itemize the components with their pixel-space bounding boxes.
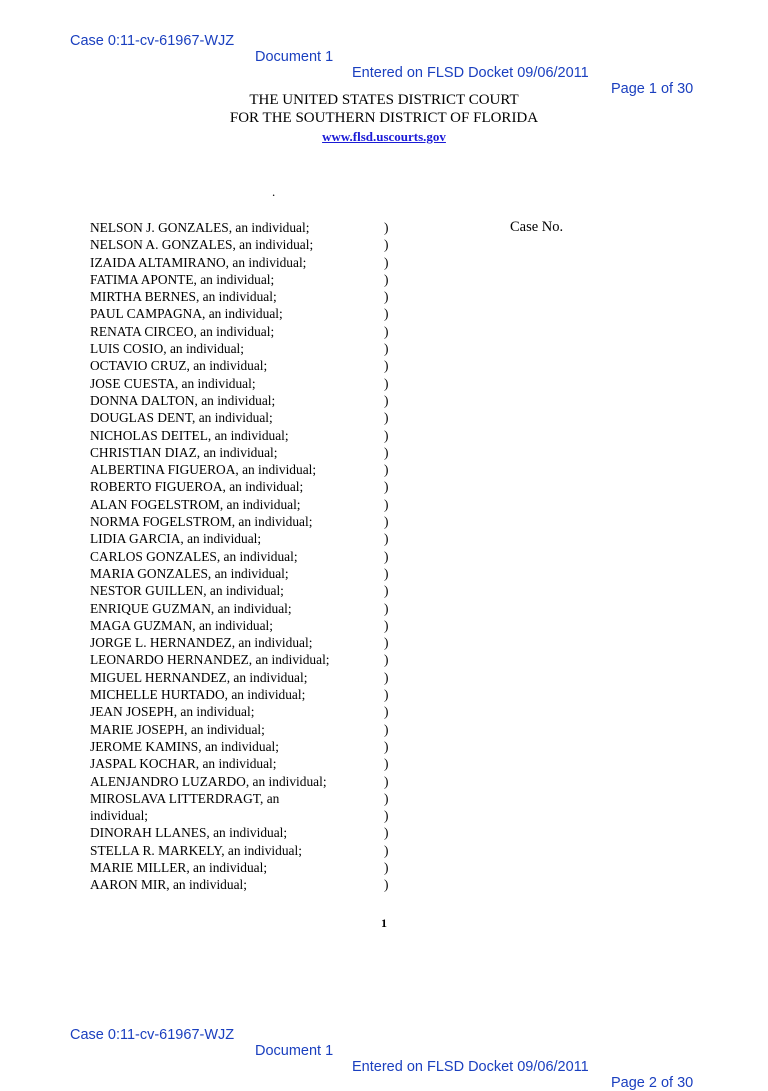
page-number: 1 xyxy=(381,916,387,930)
stamp-page: Page 2 of 30 xyxy=(611,1075,694,1091)
party-name: JORGE L. HERNANDEZ, an individual; xyxy=(90,635,313,651)
party-name: MIROSLAVA LITTERDRAGT, an xyxy=(90,790,280,806)
caption-paren: ) xyxy=(384,341,389,357)
party-row xyxy=(90,548,390,565)
caption-paren: ) xyxy=(384,548,389,564)
party-row xyxy=(90,738,390,755)
party-name: NELSON A. GONZALES, an individual; xyxy=(90,237,314,253)
caption-paren: ) xyxy=(384,825,389,841)
party-name: MAGA GUZMAN, an individual; xyxy=(90,617,273,633)
party-row xyxy=(90,513,390,530)
party-row xyxy=(90,634,390,651)
party-name: ALBERTINA FIGUEROA, an individual; xyxy=(90,462,317,478)
party-name: NESTOR GUILLEN, an individual; xyxy=(90,583,284,599)
stamp-page: Page 1 of 30 xyxy=(611,81,694,97)
party-name: MARIE JOSEPH, an individual; xyxy=(90,721,265,737)
court-title-line2: FOR THE SOUTHERN DISTRICT OF FLORIDA xyxy=(229,110,539,126)
caption-paren: ) xyxy=(384,271,389,287)
party-name: MIGUEL HERNANDEZ, an individual; xyxy=(90,669,308,685)
caption-paren: ) xyxy=(384,600,389,616)
court-website-link[interactable]: www.flsd.uscourts.gov xyxy=(322,129,446,144)
party-name: IZAIDA ALTAMIRANO, an individual; xyxy=(90,254,307,270)
caption-paren: ) xyxy=(384,583,389,599)
caption-paren: ) xyxy=(384,531,389,547)
case-number-label: Case No. xyxy=(510,219,564,235)
party-row xyxy=(90,305,390,322)
party-name: JEROME KAMINS, an individual; xyxy=(90,738,279,754)
party-row xyxy=(90,496,390,513)
docket-stamp-top xyxy=(0,17,768,97)
party-row xyxy=(90,444,390,461)
party-name: ROBERTO FIGUEROA, an individual; xyxy=(90,479,304,495)
party-name: CHRISTIAN DIAZ, an individual; xyxy=(90,444,278,460)
party-name: NORMA FOGELSTROM, an individual; xyxy=(90,514,313,530)
party-row xyxy=(90,427,390,444)
party-name: MICHELLE HURTADO, an individual; xyxy=(90,687,306,703)
caption-paren: ) xyxy=(384,721,389,737)
caption-paren: ) xyxy=(384,375,389,391)
court-title-line1: THE UNITED STATES DISTRICT COURT xyxy=(249,92,519,108)
party-name: MIRTHA BERNES, an individual; xyxy=(90,289,277,305)
caption-paren: ) xyxy=(384,773,389,789)
docket-stamp-bottom xyxy=(0,1011,768,1091)
party-row xyxy=(90,824,390,841)
party-name: FATIMA APONTE, an individual; xyxy=(90,271,275,287)
stray-dot: . xyxy=(272,184,276,199)
party-row xyxy=(90,565,390,582)
caption-paren: ) xyxy=(384,289,389,305)
party-name: OCTAVIO CRUZ, an individual; xyxy=(90,358,268,374)
party-name: ENRIQUE GUZMAN, an individual; xyxy=(90,600,292,616)
caption-paren: ) xyxy=(384,617,389,633)
party-name: RENATA CIRCEO, an individual; xyxy=(90,323,275,339)
caption-paren: ) xyxy=(384,410,389,426)
caption-paren: ) xyxy=(384,479,389,495)
stamp-case: Case 0:11-cv-61967-WJZ xyxy=(70,1027,235,1043)
party-name: LEONARDO HERNANDEZ, an individual; xyxy=(90,652,330,668)
party-name: CARLOS GONZALES, an individual; xyxy=(90,548,298,564)
party-name: AARON MIR, an individual; xyxy=(90,877,247,893)
party-name: JEAN JOSEPH, an individual; xyxy=(90,704,255,720)
party-row xyxy=(90,773,390,790)
caption-paren: ) xyxy=(384,323,389,339)
caption-paren: ) xyxy=(384,859,389,875)
party-row xyxy=(90,478,390,495)
party-row xyxy=(90,392,390,409)
party-row xyxy=(90,600,390,617)
party-row xyxy=(90,357,390,374)
caption-paren: ) xyxy=(384,877,389,893)
party-name: NELSON J. GONZALES, an individual; xyxy=(90,220,310,235)
party-row xyxy=(90,409,390,426)
party-name: JASPAL KOCHAR, an individual; xyxy=(90,756,277,772)
caption-paren: ) xyxy=(384,254,389,270)
caption-paren: ) xyxy=(384,514,389,530)
party-row xyxy=(90,236,390,253)
stamp-entered: Entered on FLSD Docket 09/06/2011 xyxy=(352,1059,589,1075)
caption-paren: ) xyxy=(384,756,389,772)
party-name: LUIS COSIO, an individual; xyxy=(90,341,244,357)
caption-paren: ) xyxy=(384,237,389,253)
caption-paren: ) xyxy=(384,842,389,858)
party-row xyxy=(90,755,390,772)
party-name: MARIA GONZALES, an individual; xyxy=(90,565,289,581)
party-row xyxy=(90,288,390,305)
party-row xyxy=(90,254,390,271)
caption-paren: ) xyxy=(384,738,389,754)
party-row xyxy=(90,651,390,668)
caption-paren: ) xyxy=(384,687,389,703)
party-name: NICHOLAS DEITEL, an individual; xyxy=(90,427,289,443)
party-row xyxy=(90,703,390,720)
party-row xyxy=(90,340,390,357)
party-name: JOSE CUESTA, an individual; xyxy=(90,375,256,391)
caption-paren: ) xyxy=(384,790,389,806)
caption-paren: ) xyxy=(384,444,389,460)
party-row xyxy=(90,461,390,478)
caption-paren: ) xyxy=(384,496,389,512)
plaintiff-list xyxy=(90,219,390,894)
party-row xyxy=(90,686,390,703)
caption-paren: ) xyxy=(384,306,389,322)
party-row xyxy=(90,582,390,599)
caption-paren: ) xyxy=(384,392,389,408)
party-row xyxy=(90,530,390,547)
caption-paren: ) xyxy=(384,427,389,443)
party-row xyxy=(90,721,390,738)
party-name: ALAN FOGELSTROM, an individual; xyxy=(90,496,301,512)
caption-paren: ) xyxy=(384,358,389,374)
caption-paren: ) xyxy=(384,808,389,824)
party-row xyxy=(90,876,390,893)
party-row xyxy=(90,859,390,876)
party-name: DINORAH LLANES, an individual; xyxy=(90,825,288,841)
party-name: STELLA R. MARKELY, an individual; xyxy=(90,842,302,858)
party-name: individual; xyxy=(90,808,149,824)
party-row xyxy=(90,323,390,340)
party-name: PAUL CAMPAGNA, an individual; xyxy=(90,306,283,322)
party-row xyxy=(90,617,390,634)
party-name: MARIE MILLER, an individual; xyxy=(90,859,268,875)
caption-paren: ) xyxy=(384,669,389,685)
party-row xyxy=(90,375,390,392)
party-name: DOUGLAS DENT, an individual; xyxy=(90,410,273,426)
stamp-case: Case 0:11-cv-61967-WJZ xyxy=(70,33,235,49)
stamp-document: Document 1 xyxy=(255,49,334,65)
caption-paren: ) xyxy=(384,635,389,651)
party-row xyxy=(90,807,390,824)
party-row xyxy=(90,842,390,859)
caption-paren: ) xyxy=(384,704,389,720)
stamp-document: Document 1 xyxy=(255,1043,334,1059)
stamp-entered: Entered on FLSD Docket 09/06/2011 xyxy=(352,65,589,81)
party-name: LIDIA GARCIA, an individual; xyxy=(90,531,262,547)
party-row xyxy=(90,219,390,236)
caption-paren: ) xyxy=(384,565,389,581)
party-name: DONNA DALTON, an individual; xyxy=(90,392,276,408)
caption-paren: ) xyxy=(384,462,389,478)
caption-paren: ) xyxy=(384,652,389,668)
party-row xyxy=(90,790,390,807)
party-name: ALENJANDRO LUZARDO, an individual; xyxy=(90,773,327,789)
party-row xyxy=(90,669,390,686)
party-row xyxy=(90,271,390,288)
caption-paren: ) xyxy=(384,220,389,235)
